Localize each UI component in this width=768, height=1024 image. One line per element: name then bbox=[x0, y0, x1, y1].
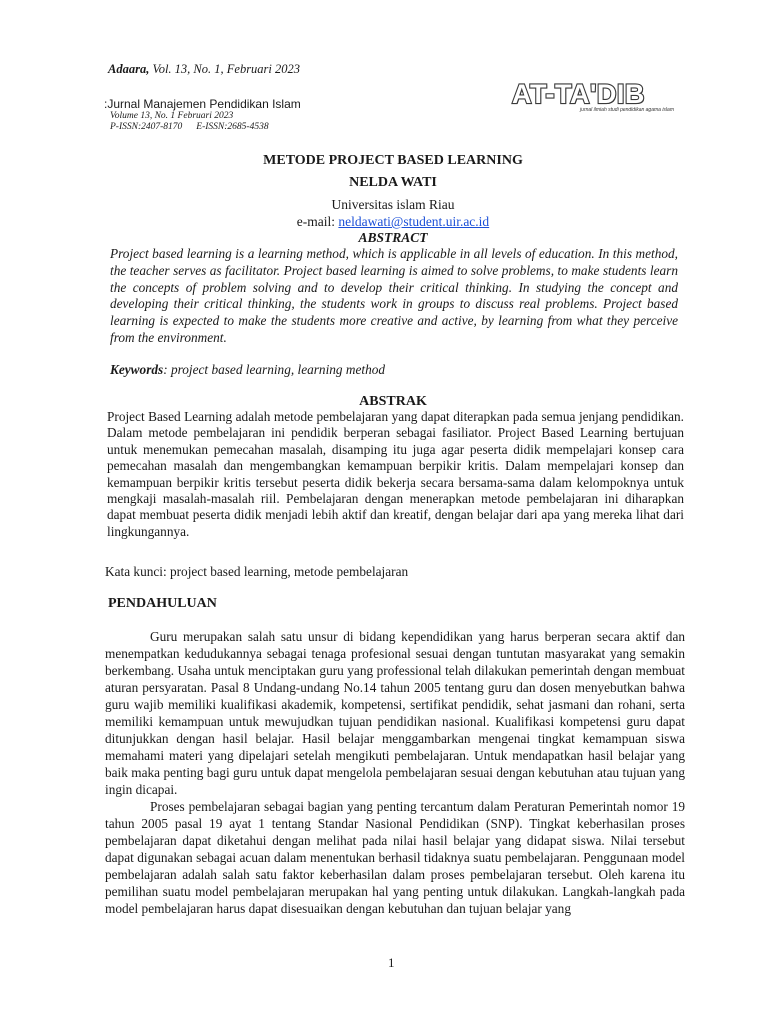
author-email-link[interactable]: neldawati@student.uir.ac.id bbox=[338, 214, 490, 229]
author-name: NELDA WATI bbox=[349, 175, 437, 190]
abstract-keywords bbox=[110, 362, 678, 378]
journal-title: :Jurnal Manajemen Pendidikan Islam bbox=[104, 97, 301, 111]
running-head-journal-name: Adaara, bbox=[108, 62, 150, 76]
running-head bbox=[108, 62, 300, 77]
keywords-label: Keywords bbox=[110, 362, 164, 377]
paragraph: Guru merupakan salah satu unsur di bidang kependidikan yang harus berperan secara aktif dan menempatkan kedudukannya sebagai tenaga profesional sesuai dengan tuntutan masyarakat yang semakin berkembang. Usaha untuk menciptakan guru yang professional telah dilakukan pemerintah dengan membuat aturan persyaratan. Pasal 8 Undang-undang No.14 tahun 2005 tentang guru dan dosen menyebutkan bahwa guru wajib memiliki kualifikasi akademik, kompetensi, sertifikat pendidik, sehat jasmani dan rohani, serta memiliki kemampuan untuk mewujudkan tujuan pendidikan nasional. Kualifikasi kompetensi guru dapat ditunjukkan dengan hasil belajar. Hasil belajar menggambarkan mengenai tingkat kemampuan siswa memahami materi yang dipelajari setelah mengikuti pembelajaran. Untuk mendapatkan hasil belajar yang baik maka penting bagi guru untuk dapat mengelola pembelajaran sesuai dengan kebutuhan atau tujuan yang ingin dicapai. bbox=[105, 629, 685, 797]
running-head-issue: Vol. 13, No. 1, Februari 2023 bbox=[152, 62, 301, 76]
abstract-heading: ABSTRACT bbox=[358, 230, 428, 245]
author-affiliation: Universitas islam Riau bbox=[331, 197, 455, 212]
paper-title: METODE PROJECT BASED LEARNING bbox=[263, 153, 523, 168]
abstrak-text: Project Based Learning adalah metode pembelajaran yang dapat diterapkan pada semua jenjang pendidikan. Dalam metode pembelajaran ini pendidik berperan sebagai fasiliator. Project Based Learning bertujuan untuk menemukan pemecahan masalah, disamping itu juga agar peserta didik mempelajari konsep cara pemecahan masalah dan mengembangkan kemampuan berpikir kritis. Dalam mempelajari konsep dan kemampuan berpikir kritis tersebut peserta didik bekerja secara bersama-sama dalam kelompoknya untuk mengkaji masalah-masalah riil. Pembelajaran dengan menerapkan metode pembelajaran ini diharapkan dapat membuat peserta didik menjadi lebih aktif dan kreatif, dengan belajar dari apa yang mereka lihat dari lingkungannya. bbox=[107, 409, 684, 539]
author-email-line bbox=[108, 214, 678, 230]
abstrak-heading: ABSTRAK bbox=[359, 394, 427, 409]
journal-volume: Volume 13, No. 1 Februari 2023 bbox=[110, 111, 234, 121]
pissn: P-ISSN:2407-8170 bbox=[110, 122, 183, 132]
email-label: e-mail: bbox=[296, 214, 339, 229]
journal-issn bbox=[110, 122, 444, 133]
section-heading-pendahuluan: PENDAHULUAN bbox=[108, 596, 217, 611]
introduction-body bbox=[105, 628, 685, 917]
abstract-text: Project based learning is a learning method, which is applicable in all levels of education. In this method, the teacher serves as facilitator. Project based learning is aimed to solve problems, to make students learn the concepts of problem solving and to develop their critical thinking. In studying the concept and developing their critical thinking, the students work in groups to discuss real problems. Project based learning is expected to make the students more creative and active, by learning from what they perceive from the environment. bbox=[110, 246, 678, 345]
page-number: 1 bbox=[388, 955, 395, 970]
eissn: E-ISSN:2685-4538 bbox=[196, 122, 269, 132]
journal-logo bbox=[512, 80, 674, 120]
journal-info-block bbox=[104, 97, 444, 133]
paragraph: Proses pembelajaran sebagai bagian yang penting tercantum dalam Peraturan Pemerintah nomor 19 tahun 2005 pasal 19 ayat 1 tentang Standar Nasional Pendidikan (SNP). Tingkat keberhasilan proses pembelajaran dapat diketahui dengan melihat pada nilai hasil belajar yang didapat siswa. Nilai tersebut dapat digunakan sebagai acuan dalam menentukan berhasil tidaknya suatu pembelajaran. Penggunaan model pembelajaran adalah salah satu faktor keberhasilan dalam proses pembelajaran tersebut. Oleh karena itu pemilihan suatu model pembelajaran merupakan hal yang penting untuk dilakukan. Langkah-langkah pada model pembelajaran harus dapat disesuaikan dengan kebutuhan dan tujuan belajar yang bbox=[105, 799, 685, 916]
keywords-value: : project based learning, learning method bbox=[163, 362, 386, 377]
logo-text: AT-TA'DIB bbox=[512, 79, 645, 109]
kata-kunci: Kata kunci: project based learning, metode pembelajaran bbox=[105, 564, 409, 579]
logo-tagline: jurnal ilmiah studi pendidikan agama islam bbox=[580, 107, 674, 113]
